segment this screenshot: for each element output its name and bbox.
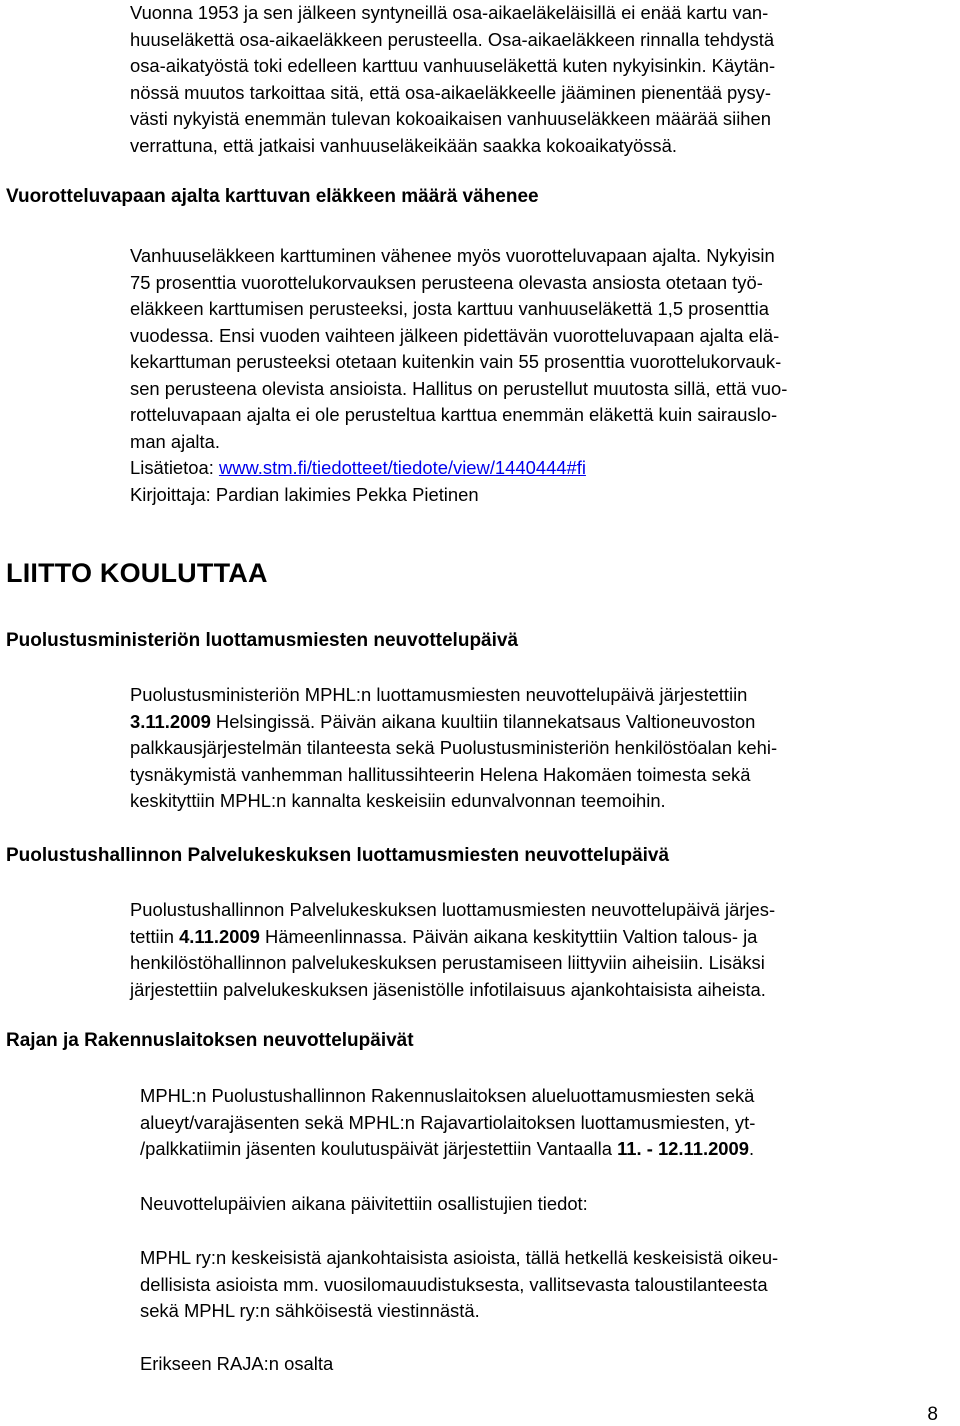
- author-line: Kirjoittaja: Pardian lakimies Pekka Pietinen: [130, 483, 479, 505]
- text-line: palkkausjärjestelmän tilanteesta sekä Puolustusministeriön henkilöstöalan kehi-: [130, 737, 778, 758]
- heading-puolustusministerio: Puolustusministeriön luottamusmiesten neuvottelupäivä: [6, 630, 519, 651]
- text-line: huuseläkettä osa-aikaeläkkeen perusteella. Osa-aikaeläkkeen rinnalla tehdystä: [130, 28, 775, 50]
- paragraph-raja: [140, 1351, 940, 1378]
- heading-palvelukeskus: Puolustushallinnon Palvelukeskuksen luottamusmiesten neuvottelupäivä: [6, 845, 670, 866]
- text-line: tysnäkymistä vanhemman hallitussihteerin Helena Hakomäen toimesta sekä: [130, 763, 751, 785]
- text-line: nössä muutos tarkoittaa sitä, että osa-aikaeläkkeelle jääminen pienentää pysy-: [130, 81, 771, 103]
- text-span: .: [748, 1138, 755, 1159]
- paragraph-puolustusministerio: [130, 682, 952, 815]
- text-line: henkilöstöhallinnon palvelukeskuksen perustamiseen liittyviin aiheisiin. Lisäksi: [130, 952, 765, 973]
- text-line: [130, 709, 952, 736]
- text-line: dellisista asioista mm. vuosilomauudistuksesta, vallitsevasta taloustilanteesta: [140, 1273, 768, 1295]
- text-span: /palkkatiimin jäsenten koulutuspäivät järjestettiin Vantaalla: [140, 1138, 618, 1159]
- paragraph-vuorotteluvapaa: [130, 243, 952, 508]
- text-line: järjestettiin palvelukeskuksen jäsenistölle infotilaisuus ajankohtaisista aiheista.: [130, 978, 766, 1000]
- text-line: sen perusteena olevista ansioista. Hallitus on perustellut muutosta sillä, että vuo-: [130, 377, 788, 399]
- paragraph-osa-aikaelake: [130, 0, 952, 159]
- text-line: Vanhuuseläkkeen karttuminen vähenee myös vuorotteluvapaan ajalta. Nykyisin: [130, 245, 775, 266]
- text-line: keskityttiin MPHL:n kannalta keskeisiin edunvalvonnan teemoihin.: [130, 790, 666, 811]
- text-span: Hämeenlinnassa. Päivän aikana keskityttiin Valtion talous- ja: [259, 925, 758, 947]
- text-line: Erikseen RAJA:n osalta: [140, 1353, 334, 1374]
- text-line: alueyt/varajäsenten sekä MPHL:n Rajavartiolaitoksen luottamusmiesten, yt-: [140, 1111, 756, 1133]
- text-line: sekä MPHL ry:n sähköisestä viestinnästä.: [140, 1300, 480, 1321]
- text-line: verrattuna, että jatkaisi vanhuuseläkeikään saakka kokoaikatyössä.: [130, 134, 677, 156]
- paragraph-palvelukeskus: [130, 897, 952, 1003]
- text-line: rotteluvapaan ajalta ei ole perusteltua karttua enemmän eläkettä kuin sairauslo-: [130, 404, 778, 425]
- page-number: 8: [927, 1404, 938, 1425]
- text-line: 75 prosenttia vuorottelukorvauksen perusteena olevasta ansiosta otetaan työ-: [130, 271, 763, 293]
- paragraph-ajankohtaiset: [140, 1245, 940, 1325]
- heading-rajan-rakennuslaitos: Rajan ja Rakennuslaitoksen neuvottelupäivät: [6, 1030, 414, 1051]
- text-line: vuodessa. Ensi vuoden vaihteen jälkeen pidettävän vuorotteluvapaan ajalta elä-: [130, 324, 780, 346]
- more-info-line: [130, 455, 952, 482]
- text-line: kekarttuman perusteeksi otetaan kuitenkin vain 55 prosenttia vuorottelukorvauk-: [130, 351, 782, 372]
- text-line: [130, 924, 952, 951]
- text-line: Vuonna 1953 ja sen jälkeen syntyneillä osa-aikaeläkeläisillä ei enää kartu van-: [130, 2, 769, 23]
- text-line: osa-aikatyöstä toki edelleen karttuu vanhuuseläkettä kuten nykyisinkin. Käytän-: [130, 55, 776, 76]
- text-line: man ajalta.: [130, 430, 220, 452]
- date-bold: 3.11.2009: [130, 710, 211, 732]
- text-line: MPHL ry:n keskeisistä ajankohtaisista asioista, tällä hetkellä keskeisistä oikeu-: [140, 1247, 779, 1268]
- text-span: Helsingissä. Päivän aikana kuultiin tilannekatsaus Valtioneuvoston: [210, 710, 756, 732]
- text-line: eläkkeen karttumisen perusteeksi, josta karttuu vanhuuseläkettä 1,5 prosenttia: [130, 298, 769, 319]
- text-line: Neuvottelupäivien aikana päivitettiin osallistujien tiedot:: [140, 1193, 588, 1214]
- text-line: [140, 1136, 940, 1163]
- text-line: västi nykyistä enemmän tulevan kokoaikaisen vanhuuseläkkeen määrää siihen: [130, 108, 771, 129]
- paragraph-rajan-rakennuslaitos: [140, 1083, 940, 1163]
- date-bold: 11. - 12.11.2009: [617, 1138, 749, 1159]
- heading-liitto-kouluttaa: LIITTO KOULUTTAA: [6, 558, 268, 588]
- text-line: Puolustusministeriön MPHL:n luottamusmiesten neuvottelupäivä järjestettiin: [130, 684, 748, 705]
- text-line: Puolustushallinnon Palvelukeskuksen luottamusmiesten neuvottelupäivä järjes-: [130, 899, 776, 920]
- text-span: tettiin: [130, 925, 180, 947]
- heading-vuorotteluvapaa: Vuorotteluvapaan ajalta karttuvan eläkkeen määrä vähenee: [6, 186, 539, 207]
- more-info-link[interactable]: www.stm.fi/tiedotteet/tiedote/view/1440444#fi: [218, 457, 586, 478]
- paragraph-neuvottelupaivat: [140, 1191, 940, 1218]
- more-info-label: Lisätietoa:: [130, 457, 219, 478]
- date-bold: 4.11.2009: [179, 925, 260, 947]
- text-line: MPHL:n Puolustushallinnon Rakennuslaitoksen alueluottamusmiesten sekä: [140, 1085, 755, 1106]
